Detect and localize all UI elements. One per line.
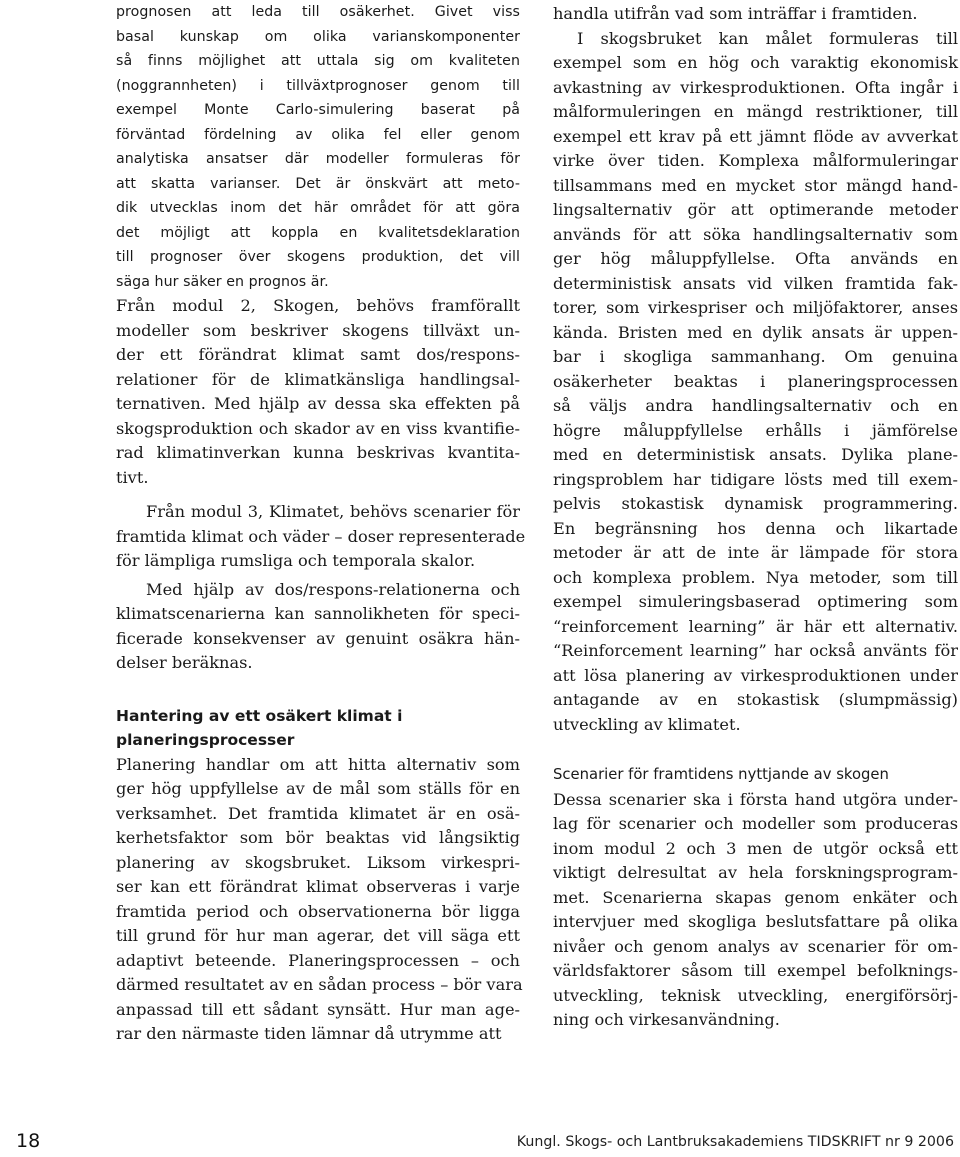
- text-line: osäkerheter beaktas i planeringsprocessen: [553, 371, 958, 391]
- text-line: så väljs andra handlingsalternativ och en: [553, 396, 958, 415]
- text-line: ning och virkesanvändning.: [553, 1010, 780, 1029]
- text-line: att skatta varianser. Det är önskvärt att meto-: [116, 175, 520, 192]
- text-line: antagande av en stokastisk (slumpmässig): [553, 690, 958, 709]
- text-line: klimatscenarierna kan sannolikheten för speci-: [116, 604, 520, 623]
- text-line: framtida klimat och väder – doser representerade: [116, 526, 526, 546]
- page-number: 18: [16, 1130, 41, 1152]
- text-line: rar den närmaste tiden lämnar då utrymme att: [116, 1024, 502, 1043]
- text-line: tillsammans med en mycket stor mängd hand-: [553, 175, 958, 195]
- text-line: kerhetsfaktor som bör beaktas vid långsiktig: [116, 828, 520, 847]
- text-line: planering av skogsbruket. Liksom virkespri-: [116, 852, 520, 872]
- text-line: modeller som beskriver skogens tillväxt un-: [116, 320, 520, 340]
- text-line: torer, som virkespriser och miljöfaktorer, anses: [553, 298, 958, 317]
- text-line: till prognoser över skogens produktion, det vill: [116, 249, 520, 265]
- text-line: ficerade konsekvenser av genuint osäkra hän-: [116, 628, 520, 648]
- text-line: exempel ett krav på ett jämnt flöde av avverkat: [553, 126, 958, 146]
- section-subheading: [553, 763, 958, 788]
- text-line: utveckling, teknisk utveckling, energiförsörj-: [553, 985, 958, 1005]
- right-column: [553, 2, 958, 1033]
- left-paragraph-3: [116, 500, 526, 574]
- text-line: handla utifrån vad som inträffar i framtiden.: [553, 4, 918, 23]
- journal-title: Kungl. Skogs- och Lantbruksakademiens TIDSKRIFT nr 9 2006: [516, 1134, 954, 1150]
- text-line: med en deterministisk ansats. Dylika plane-: [553, 445, 958, 464]
- text-line: met. Scenarierna skapas genom enkäter och: [553, 887, 958, 907]
- text-line: metoder är att de inte är lämpade för stora: [553, 543, 958, 562]
- right-paragraph-1: [553, 2, 958, 27]
- text-line: avkastning av virkesproduktionen. Ofta ingår i: [553, 77, 958, 97]
- text-line: adaptivt beteende. Planeringsprocessen – och: [116, 950, 520, 970]
- text-line: säga hur säker en prognos är.: [116, 273, 329, 290]
- text-line: inom modul 2 och 3 men de utgör också ett: [553, 838, 958, 858]
- text-line: att lösa planering av virkesproduktionen under: [553, 665, 958, 685]
- text-line: ger hög måluppfyllelse. Ofta används en: [553, 249, 958, 268]
- text-line: Planering handlar om att hitta alternativ som: [116, 754, 520, 774]
- text-line: “Reinforcement learning” har också använts för: [553, 641, 958, 660]
- left-paragraph-1: [116, 0, 520, 294]
- text-line: anpassad till ett sådant synsätt. Hur man age-: [116, 999, 520, 1019]
- text-line: intervjuer med skogliga beslutsfattare på olika: [553, 912, 958, 931]
- text-line: nivåer och genom analys av scenarier för om-: [553, 936, 958, 956]
- text-line: Från modul 3, Klimatet, behövs scenarier för: [146, 502, 520, 521]
- text-line: Från modul 2, Skogen, behövs framförallt: [116, 296, 520, 315]
- page-footer: [0, 1128, 960, 1157]
- text-line: viktigt delresultat av hela forskningsprogram-: [553, 863, 958, 882]
- text-line: därmed resultatet av en sådan process – bör vara: [116, 975, 523, 994]
- right-paragraph-2: [553, 27, 958, 738]
- text-line: Dessa scenarier ska i första hand utgöra under-: [553, 789, 958, 809]
- text-line: skogsproduktion och skador av en viss kvantifie-: [116, 418, 520, 438]
- text-line: världsfaktorer såsom till exempel befolknings-: [553, 961, 958, 980]
- right-paragraph-3: [553, 788, 958, 1033]
- text-line: analytiska ansatser där modeller formuleras för: [116, 151, 520, 167]
- text-line: kända. Bristen med en dylik ansats är uppen-: [553, 322, 958, 342]
- text-line: så finns möjlighet att uttala sig om kvaliteten: [116, 53, 520, 69]
- text-line: används för att söka handlingsalternativ som: [553, 224, 958, 244]
- text-line: ternativen. Med hjälp av dessa ska effekten på: [116, 394, 520, 413]
- text-line: (noggrannheten) i tillväxtprognoser genom till: [116, 77, 520, 94]
- text-line: högre måluppfyllelse erhålls i jämförelse: [553, 420, 958, 440]
- left-paragraph-2: [116, 294, 520, 490]
- text-line: En begränsning hos denna och likartade: [553, 518, 958, 538]
- subheading-text: Scenarier för framtidens nyttjande av skogen: [553, 766, 889, 783]
- section-heading: [116, 704, 520, 753]
- text-line: prognosen att leda till osäkerhet. Givet viss: [116, 4, 520, 20]
- text-line: deterministisk ansats vid vilken framtida fak-: [553, 273, 958, 293]
- text-line: framtida period och observationerna bör ligga: [116, 901, 520, 921]
- text-line: Med hjälp av dos/respons-relationerna och: [146, 579, 520, 599]
- text-line: ger hög uppfyllelse av de mål som ställs för en: [116, 779, 520, 798]
- text-line: förväntad fördelning av olika fel eller genom: [116, 126, 520, 143]
- text-line: “reinforcement learning” är här ett alternativ.: [553, 616, 958, 636]
- text-line: virke över tiden. Komplexa målformuleringar: [553, 151, 958, 170]
- text-line: Hantering av ett osäkert klimat i: [116, 706, 403, 725]
- text-line: och komplexa problem. Nya metoder, som till: [553, 567, 958, 587]
- text-line: exempel simuleringsbaserad optimering som: [553, 592, 958, 611]
- text-line: ringsproblem har tidigare lösts med till exem-: [553, 469, 958, 489]
- text-line: basal kunskap om olika varianskomponenter: [116, 28, 520, 45]
- text-line: dik utvecklas inom det här området för att göra: [116, 200, 520, 216]
- text-line: delser beräknas.: [116, 653, 253, 672]
- text-line: verksamhet. Det framtida klimatet är en osä-: [116, 803, 520, 823]
- text-line: för lämpliga rumsliga och temporala skalor.: [116, 551, 476, 570]
- text-line: pelvis stokastisk dynamisk programmering.: [553, 494, 958, 513]
- text-line: målformuleringen en mängd restriktioner, till: [553, 102, 958, 121]
- text-line: till grund för hur man agerar, det vill säga ett: [116, 926, 520, 945]
- text-line: utveckling av klimatet.: [553, 714, 741, 734]
- text-line: relationer för de klimatkänsliga handlingsal-: [116, 369, 520, 389]
- text-line: rad klimatinverkan kunna beskrivas kvantita-: [116, 443, 520, 462]
- left-column: [116, 0, 526, 1047]
- left-paragraph-5: [116, 753, 523, 1047]
- text-line: I skogsbruket kan målet formuleras till: [577, 28, 958, 48]
- text-line: exempel som en hög och varaktig ekonomisk: [553, 53, 958, 72]
- text-line: tivt.: [116, 467, 149, 487]
- text-line: exempel Monte Carlo-simulering baserat på: [116, 102, 520, 118]
- text-line: ser kan ett förändrat klimat observeras i varje: [116, 877, 520, 896]
- text-line: bar i skogliga sammanhang. Om genuina: [553, 347, 958, 366]
- text-line: planeringsprocesser: [116, 731, 295, 749]
- text-line: lingsalternativ gör att optimerande metoder: [553, 200, 958, 219]
- text-line: der ett förändrat klimat samt dos/respons-: [116, 345, 520, 364]
- text-line: lag för scenarier och modeller som produceras: [553, 814, 958, 833]
- text-line: det möjligt att koppla en kvalitetsdeklaration: [116, 224, 520, 241]
- left-paragraph-4: [116, 578, 520, 676]
